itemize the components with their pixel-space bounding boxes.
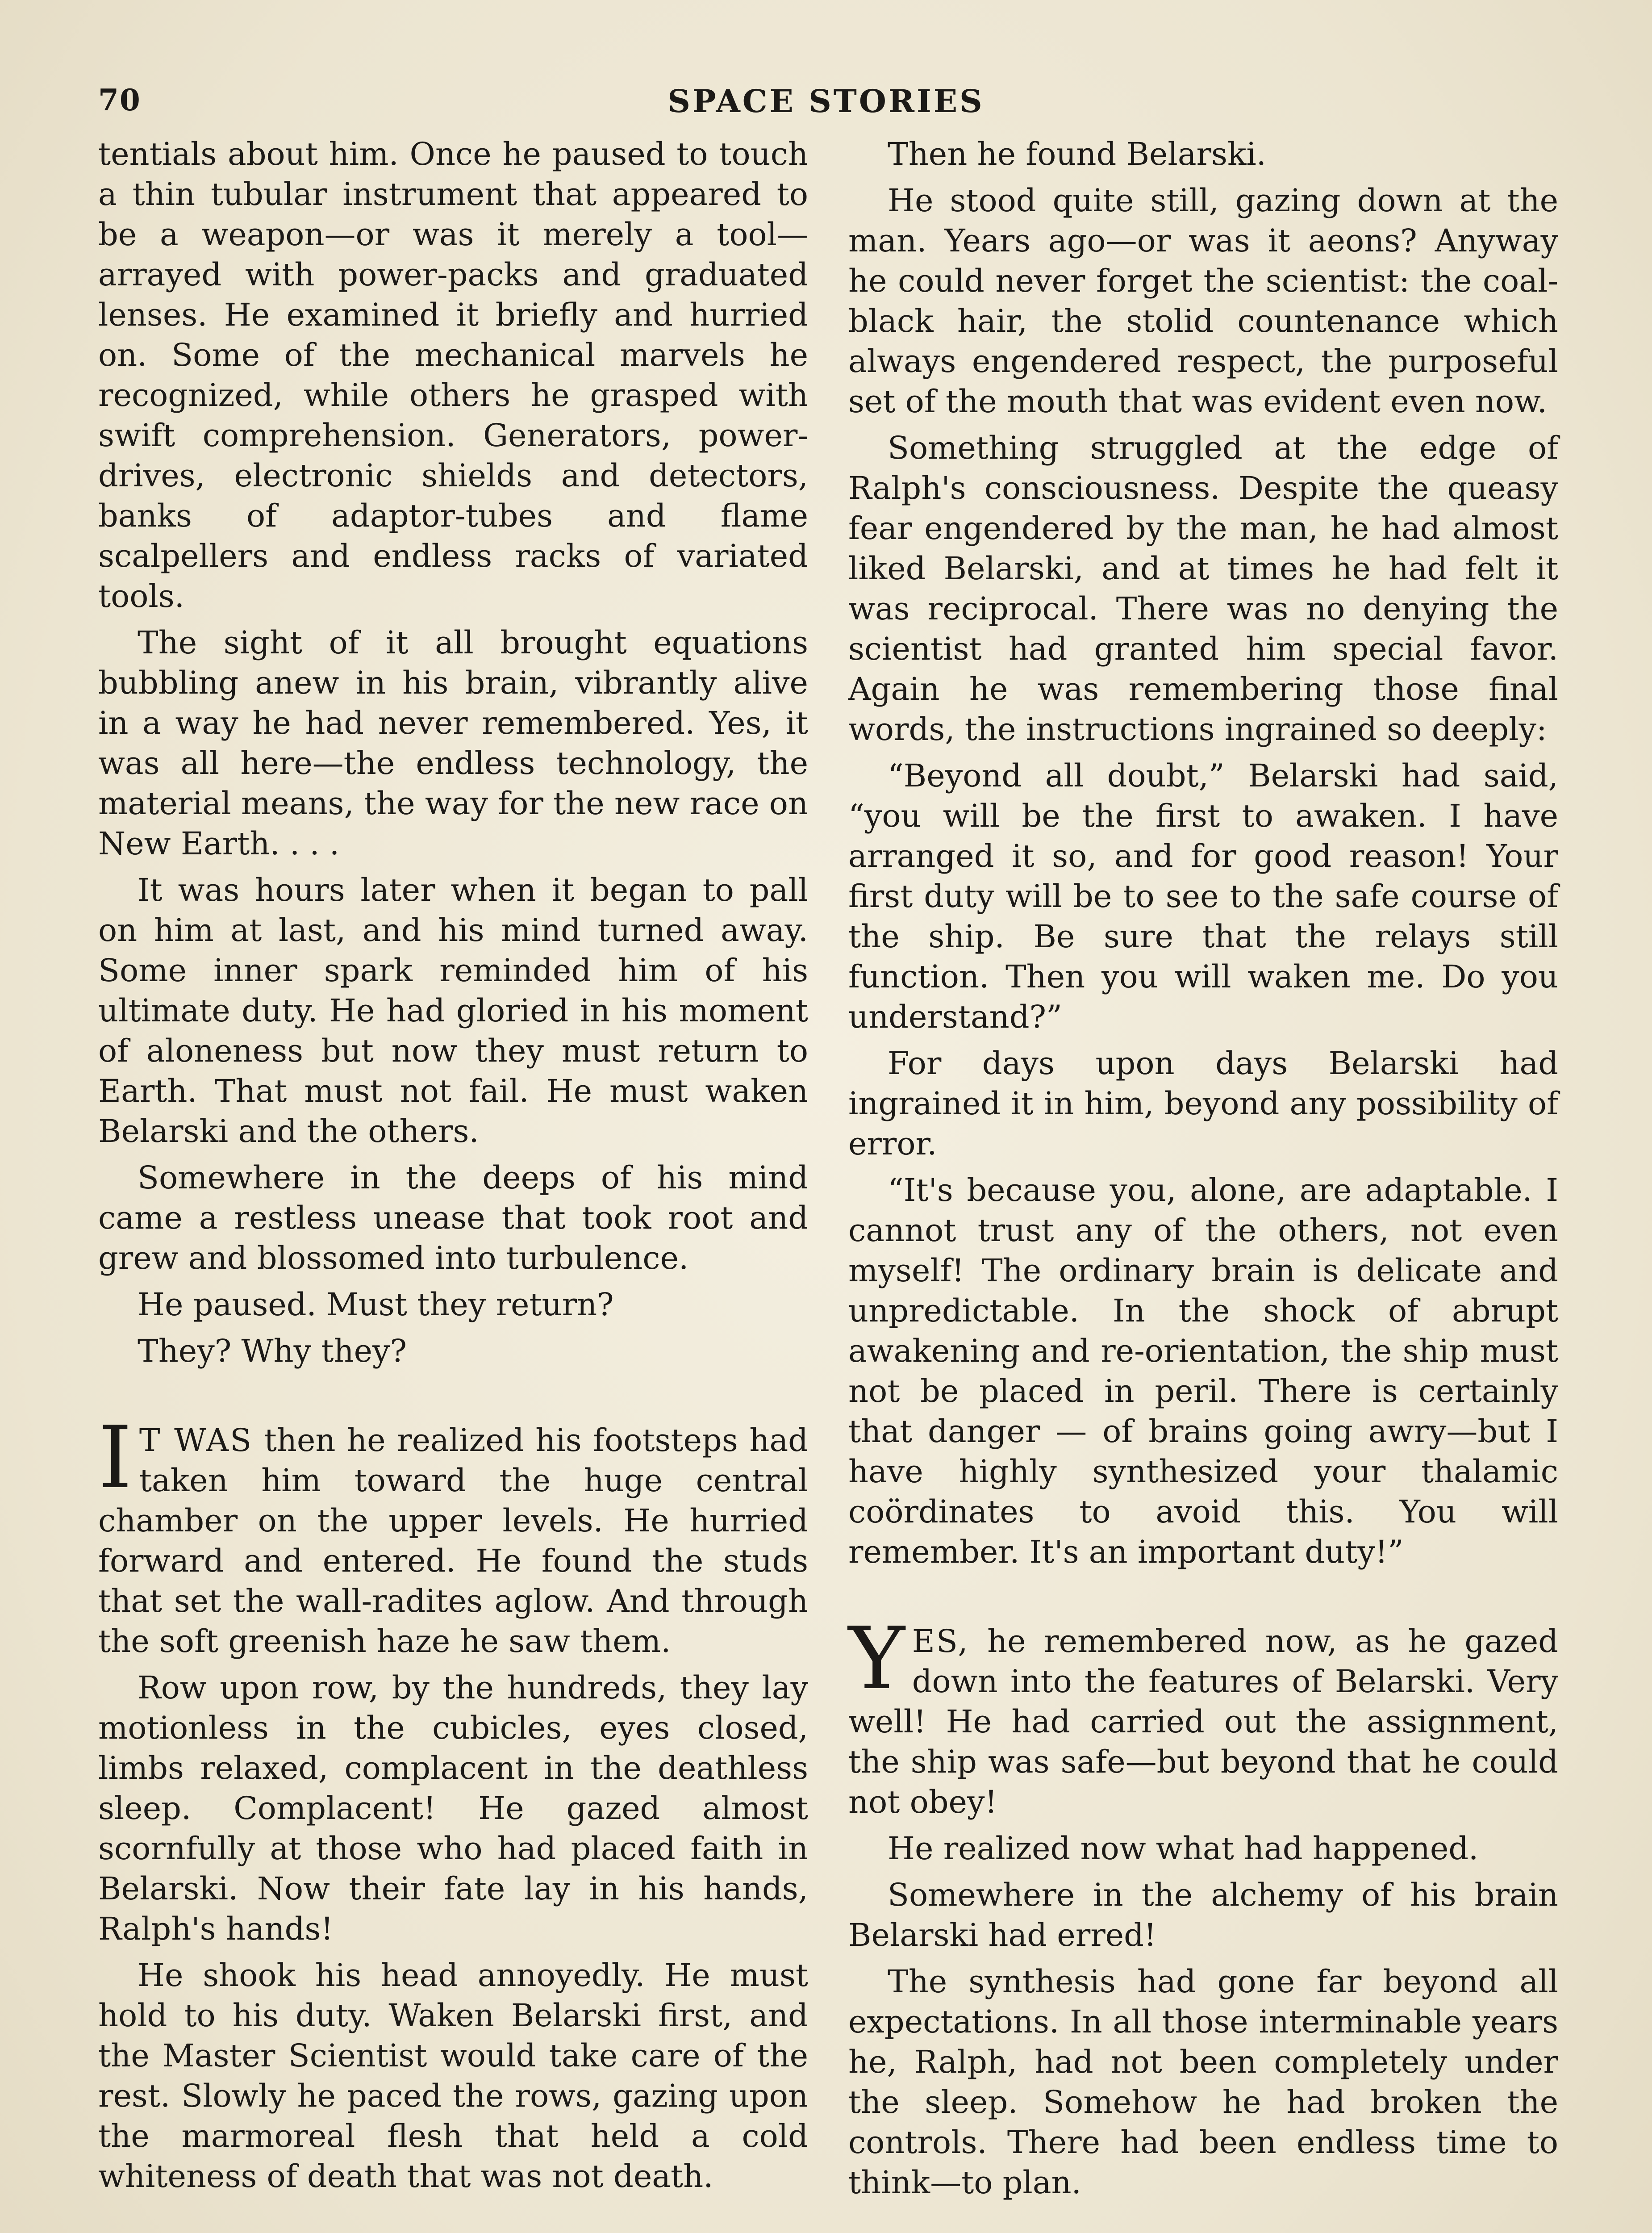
paragraph: They? Why they?	[138, 1333, 407, 1369]
paragraph: He paused. Must they return?	[138, 1286, 614, 1323]
paragraph: He shook his head annoyedly. He must hold to his duty. Waken Belarski first, and the Master Scientist would take care of the rest. Slowly he paced the rows, gazing upon the marmoreal flesh that held a cold whiteness of death that was not death.	[98, 1957, 808, 2195]
small-caps-lead: ES,	[912, 1623, 969, 1660]
small-caps-lead: T WAS	[139, 1422, 253, 1459]
paragraph: Row upon row, by the hundreds, they lay motionless in the cubicles, eyes closed, limbs relaxed, complacent in the deathless sleep. Complacent! He gazed almost scornfully at those who had placed faith in Belarski. Now their fate lay in his hands, Ralph's hands!	[98, 1669, 808, 1947]
drop-cap: Y	[848, 1609, 905, 1709]
drop-cap: I	[98, 1408, 132, 1508]
paragraph: Somewhere in the deeps of his mind came a restless unease that took root and grew and blossomed into turbulence.	[98, 1159, 808, 1276]
paragraph: tentials about him. Once he paused to touch a thin tubular instrument that appeared to be a weapon—or was it merely a tool—arrayed with power-packs and graduated lenses. He examined it briefly and hurried on. Some of the mechanical marvels he recognized, while others he grasped with swift comprehension. Generators, power-drives, electronic shields and detectors, banks of adaptor-tubes and flame scalpellers and endless racks of variated tools.	[98, 136, 808, 615]
paragraph: The sight of it all brought equations bubbling anew in his brain, vibrantly alive in a way he had never remembered. Yes, it was all here—the endless technology, the material means, the way for the new race on New Earth. . . .	[98, 624, 808, 862]
paragraph-text: then he realized his footsteps had taken him toward the huge central chamber on the upper levels. He hurried forward and entered. He found the studs that set the wall-radites aglow. And through the soft greenish haze he saw them.	[98, 1422, 808, 1660]
paragraph: It was hours later when it began to pall on him at last, and his mind turned away. Some inner spark reminded him of his ultimate duty. He had gloried in his moment of aloneness but now they must return to Earth. That must not fail. He must waken Belarski and the others.	[98, 872, 808, 1150]
page-header	[98, 83, 1554, 127]
paragraph: Somewhere in the alchemy of his brain Belarski had erred!	[848, 1877, 1558, 1953]
paragraph: “It's because you, alone, are adaptable. I cannot trust any of the others, not even myself! The ordinary brain is delicate and unpredictable. In the shock of abrupt awakening and re-orientation, the ship must not be placed in peril. There is certainly that danger — of brains going awry—but I have highly synthesized your thalamic coördinates to avoid this. You will remember. It's an important duty!”	[848, 1172, 1558, 1570]
paragraph: He realized now what had happened.	[888, 1830, 1479, 1867]
running-head: SPACE STORIES	[667, 83, 985, 120]
paragraph: “Beyond all doubt,” Belarski had said, “you will be the first to awaken. I have arranged it so, and for good reason! Your first duty will be to see to the safe course of the ship. Be sure that the relays still function. Then you will waken me. Do you understand?”	[848, 757, 1558, 1035]
paragraph: Something struggled at the edge of Ralph's consciousness. Despite the queasy fear engendered by the man, he had almost liked Belarski, and at times he had felt it was reciprocal. There was no denying the scientist had granted him special favor. Again he was remembering those final words, the instructions ingrained so deeply:	[848, 430, 1558, 748]
right-column	[848, 134, 1558, 2209]
page-number: 70	[98, 83, 141, 117]
paragraph-text: he remembered now, as he gazed down into the features of Belarski. Very well! He had carried out the assignment, the ship was safe—but beyond that he could not obey!	[848, 1623, 1558, 1820]
section-opening-paragraph	[98, 1408, 808, 1661]
section-opening-paragraph	[848, 1609, 1558, 1822]
paragraph: The synthesis had gone far beyond all expectations. In all those interminable years he, Ralph, had not been completely under the sleep. Somehow he had broken the controls. There had been endless time to think—to plan.	[848, 1963, 1558, 2201]
paragraph: Then he found Belarski.	[888, 136, 1266, 172]
left-column	[98, 134, 808, 2203]
paragraph: For days upon days Belarski had ingrained it in him, beyond any possibility of error.	[848, 1045, 1558, 1162]
paragraph: He stood quite still, gazing down at the man. Years ago—or was it aeons? Anyway he could never forget the scientist: the coal-black hair, the stolid countenance which always engendered respect, the purposeful set of the mouth that was evident even now.	[848, 182, 1558, 420]
